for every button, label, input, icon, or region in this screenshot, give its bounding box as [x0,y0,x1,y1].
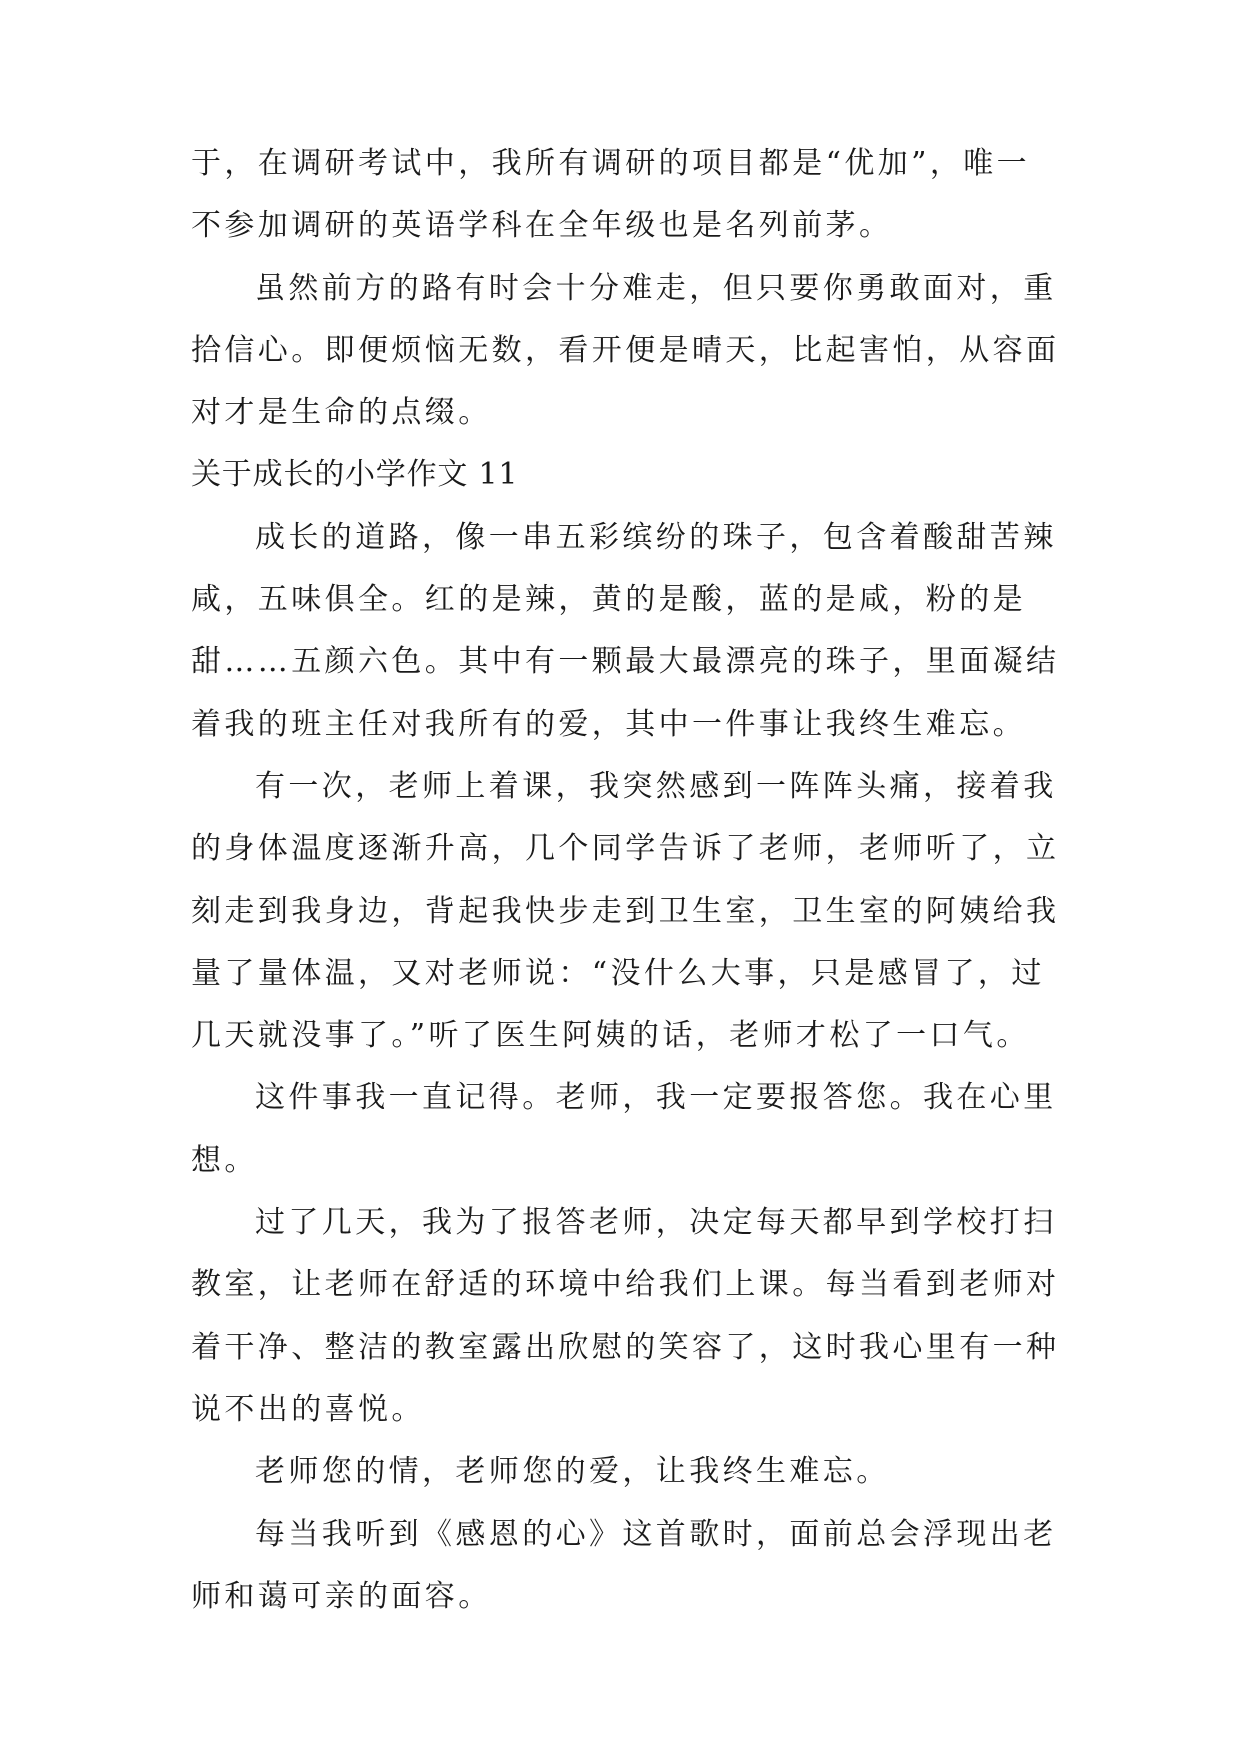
text-line: 几天就没事了。”听了医生阿姨的话，老师才松了一口气。 [191,1018,1030,1054]
text-line: 刻走到我身边，背起我快步走到卫生室，卫生室的阿姨给我 [191,893,1060,929]
text-line: 这件事我一直记得。老师，我一定要报答您。我在心里 [255,1080,1057,1116]
text-line: 着干净、整洁的教室露出欣慰的笑容了，这时我心里有一种 [191,1329,1060,1365]
text-line: 甜……五颜六色。其中有一颗最大最漂亮的珠子，里面凝结 [191,644,1060,680]
text-line: 虽然前方的路有时会十分难走，但只要你勇敢面对，重 [255,270,1057,306]
text-line: 不参加调研的英语学科在全年级也是名列前茅。 [191,208,893,244]
text-line: 每当我听到《感恩的心》这首歌时，面前总会浮现出老 [255,1516,1057,1552]
text-line: 成长的道路，像一串五彩缤纷的珠子，包含着酸甜苦辣 [255,519,1057,555]
text-line: 过了几天，我为了报答老师，决定每天都早到学校打扫 [255,1205,1057,1241]
section-heading: 关于成长的小学作文 11 [191,457,519,493]
text-line: 着我的班主任对我所有的爱，其中一件事让我终生难忘。 [191,706,1026,742]
text-line: 量了量体温，又对老师说：“没什么大事，只是感冒了，过 [191,955,1045,991]
text-line: 对才是生命的点缀。 [191,395,492,431]
document-page [191,133,1059,1628]
text-line: 咸，五味俱全。红的是辣，黄的是酸，蓝的是咸，粉的是 [191,582,1026,618]
text-line: 老师您的情，老师您的爱，让我终生难忘。 [255,1454,890,1490]
text-line: 师和蔼可亲的面容。 [191,1578,492,1614]
text-line: 有一次，老师上着课，我突然感到一阵阵头痛，接着我 [255,768,1057,804]
text-line: 于，在调研考试中，我所有调研的项目都是“优加”，唯一 [191,146,1031,181]
text-line: 的身体温度逐渐升高，几个同学告诉了老师，老师听了，立 [191,831,1060,867]
text-line: 教室，让老师在舒适的环境中给我们上课。每当看到老师对 [191,1267,1060,1303]
text-line: 拾信心。即便烦恼无数，看开便是晴天，比起害怕，从容面 [191,332,1060,368]
text-line: 说不出的喜悦。 [191,1391,425,1427]
text-line: 想。 [191,1142,258,1178]
